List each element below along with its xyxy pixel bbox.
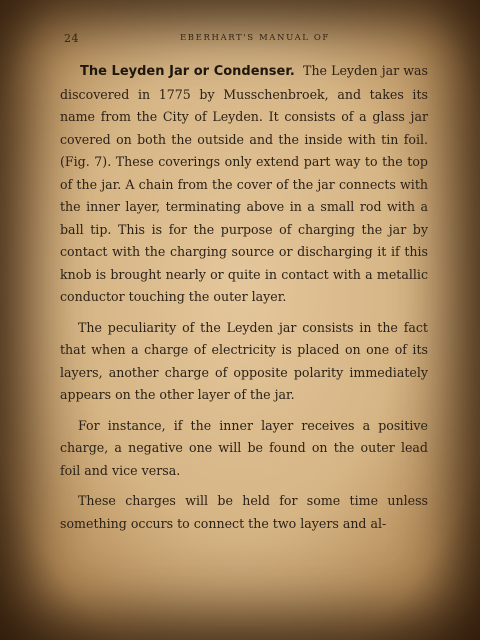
paragraph-3 <box>60 415 428 483</box>
paragraph-1-text: The Leyden jar was discovered in 1775 by Musschenbroek, and takes its name from the City of Leyden. It consists of a glass jar covered on both the outside and the inside with tin foil. (Fig. 7). These coverings only extend part way to the top of the jar. A chain from the cover of the jar connects with the inner layer, terminating above in a small rod with a ball tip. This is for the purpose of charging the jar by contact with the charging source or discharging it if this knob is brought nearly or quite in contact with a metallic conductor touching the outer layer. <box>60 63 429 304</box>
page-header <box>0 30 480 50</box>
section-heading: The Leyden Jar or Condenser. <box>80 64 295 79</box>
page-body <box>60 60 428 543</box>
paragraph-4 <box>60 490 428 535</box>
running-head: EBERHART'S MANUAL OF <box>180 33 330 43</box>
paragraph-3-text: For instance, if the inner layer receives a positive charge, a negative one will be found on the outer lead foil and vice versa. <box>60 417 428 478</box>
paragraph-2 <box>60 317 428 407</box>
paragraph-2-text: The peculiarity of the Leyden jar consists in the fact that when a charge of electricity is placed on one of its layers, another charge of opposite polarity immediately appears on the other layer of the jar. <box>60 319 428 402</box>
paragraph-1 <box>60 60 428 309</box>
paragraph-4-text: These charges will be held for some time unless something occurs to connect the two layers and al- <box>60 493 428 531</box>
page-number: 24 <box>64 32 79 45</box>
